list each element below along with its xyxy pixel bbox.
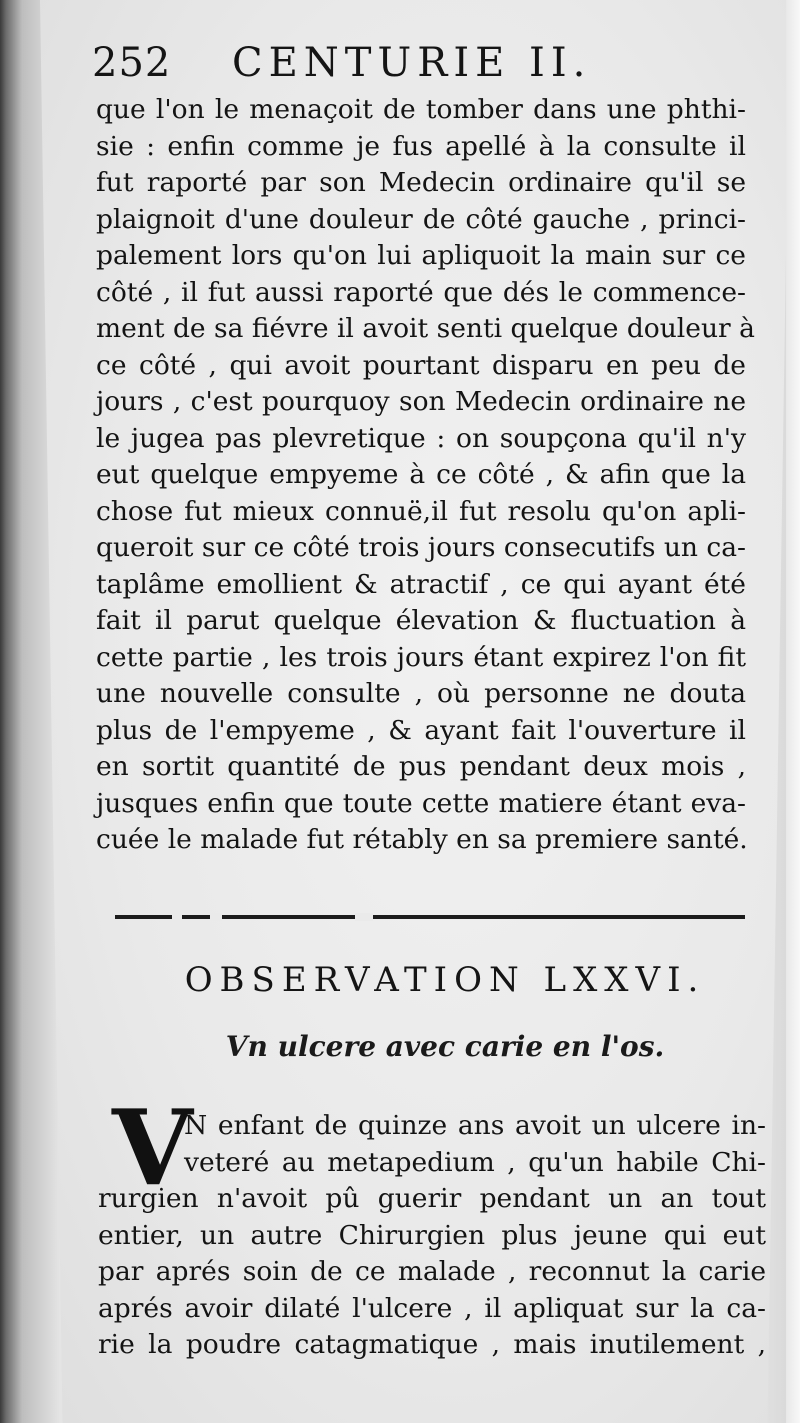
running-title: CENTURIE II. [232, 40, 592, 86]
text-line: sie : enfin comme je fus apellé à la consulte il [96, 130, 746, 162]
text-line: palement lors qu'on lui apliquoit la main sur ce [96, 240, 746, 271]
body-paragraph [96, 92, 755, 859]
text-line: queroit sur ce côté trois jours consecutifs un ca- [96, 532, 747, 563]
text-line: cuée le malade fut rétably en sa premiere santé. [96, 824, 748, 855]
text-line: N enfant de quinze ans avoit un ulcere in- [184, 1110, 766, 1141]
text-line: rie la poudre catagmatique , mais inutilement , [98, 1329, 766, 1360]
text-line: rurgien n'avoit pû guerir pendant un an tout [98, 1183, 766, 1214]
text-line: plaignoit d'une douleur de côté gauche , princi- [96, 203, 746, 235]
text-line: le jugea pas plevretique : on soupçona qu'il n'y [96, 422, 746, 454]
text-line: cette partie , les trois jours étant expirez l'on fit [96, 641, 746, 673]
text-line: taplâme emollient & atractif , ce qui ayant été [96, 568, 746, 600]
text-line: veteré au metapedium , qu'un habile Chi- [184, 1146, 766, 1178]
text-line: côté , il fut aussi raporté que dés le commence- [96, 276, 746, 308]
divider-gap [172, 913, 182, 921]
observation-heading: OBSERVATION LXXVI. [184, 960, 706, 1000]
divider-gap [210, 913, 222, 921]
text-line: en sortit quantité de pus pendant deux mois , [96, 751, 746, 782]
text-line: aprés avoir dilaté l'ulcere , il apliquat sur la ca- [98, 1292, 766, 1324]
text-line: chose fut mieux connuë,il fut resolu qu'on apli- [96, 495, 746, 527]
text-line: jusques enfin que toute cette matiere étant eva- [96, 787, 746, 819]
text-line: plus de l'empyeme , & ayant fait l'ouverture il [96, 714, 746, 746]
text-line: eut quelque empyeme à ce côté , & afin que la [96, 459, 746, 490]
page-number: 252 [92, 40, 172, 86]
observation-paragraph [98, 1108, 766, 1364]
text-line: ment de sa fiévre il avoit senti quelque douleur à [96, 313, 755, 344]
text-line: jours , c'est pourquoy son Medecin ordinaire ne [96, 386, 746, 417]
text-line: fait il parut quelque élevation & fluctuation à [96, 605, 746, 636]
text-line: par aprés soin de ce malade , reconnut la carie [98, 1256, 766, 1287]
text-line: entier, un autre Chirurgien plus jeune qui eut [98, 1219, 766, 1251]
text-line: que l'on le menaçoit de tomber dans une phthi- [96, 94, 746, 125]
text-line: une nouvelle consulte , où personne ne douta [96, 678, 746, 709]
divider-gap [355, 913, 373, 921]
text-line: fut raporté par son Medecin ordinaire qu'il se [96, 167, 746, 198]
running-head [92, 40, 732, 96]
page-edge [786, 0, 800, 1423]
observation-subtitle: Vn ulcere avec carie en l'os. [225, 1030, 665, 1063]
text-line: ce côté , qui avoit pourtant disparu en peu de [96, 349, 746, 381]
drop-cap: V [112, 1086, 193, 1209]
